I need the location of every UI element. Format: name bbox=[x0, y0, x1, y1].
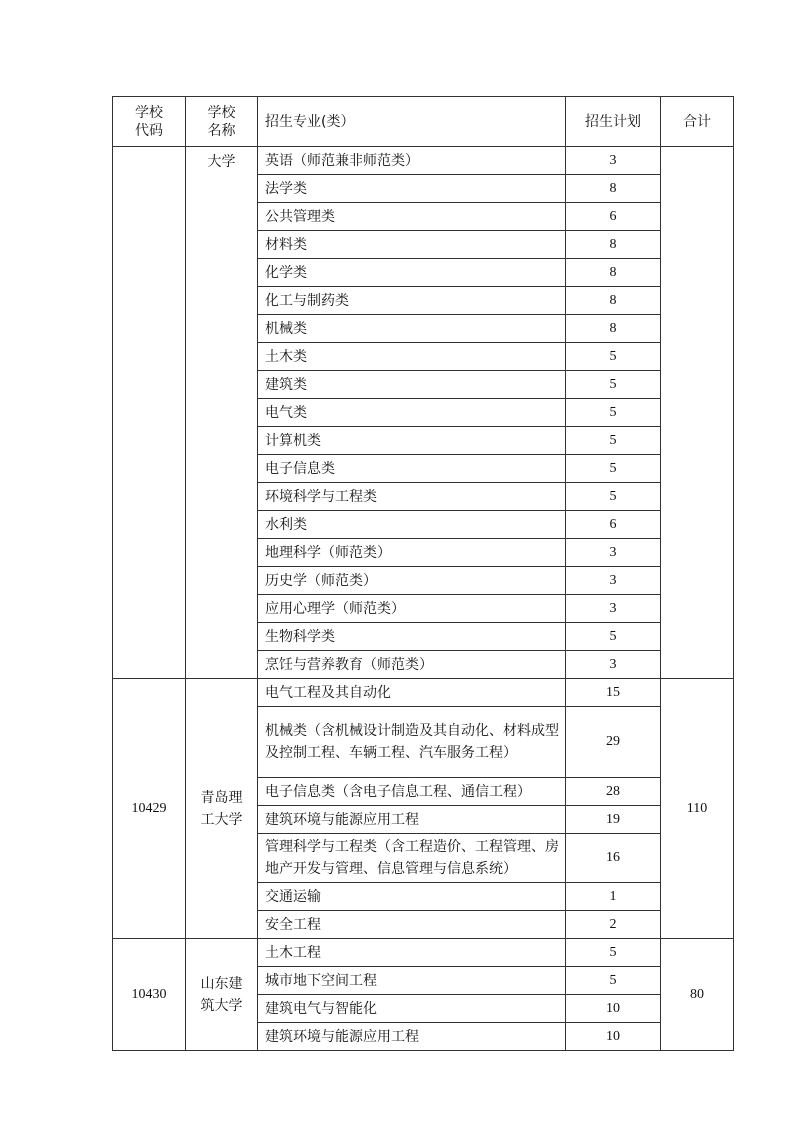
header-school-name: 学校 名称 bbox=[186, 97, 258, 147]
plan-cell: 15 bbox=[566, 679, 661, 707]
major-cell: 烹饪与营养教育（师范类） bbox=[258, 651, 566, 679]
plan-cell: 3 bbox=[566, 147, 661, 175]
school-code-cell: 10430 bbox=[113, 939, 186, 1051]
plan-cell: 29 bbox=[566, 707, 661, 778]
school-name-cell: 大学 bbox=[186, 147, 258, 679]
major-cell: 化学类 bbox=[258, 259, 566, 287]
plan-cell: 5 bbox=[566, 427, 661, 455]
plan-cell: 8 bbox=[566, 259, 661, 287]
major-cell: 材料类 bbox=[258, 231, 566, 259]
plan-cell: 8 bbox=[566, 175, 661, 203]
plan-cell: 28 bbox=[566, 778, 661, 806]
plan-cell: 5 bbox=[566, 371, 661, 399]
major-cell: 交通运输 bbox=[258, 883, 566, 911]
major-cell: 安全工程 bbox=[258, 911, 566, 939]
plan-cell: 8 bbox=[566, 287, 661, 315]
table-row bbox=[113, 147, 734, 175]
major-cell: 应用心理学（师范类） bbox=[258, 595, 566, 623]
major-cell: 电子信息类 bbox=[258, 455, 566, 483]
major-cell: 电气类 bbox=[258, 399, 566, 427]
major-cell: 土木工程 bbox=[258, 939, 566, 967]
major-cell: 法学类 bbox=[258, 175, 566, 203]
total-cell: 110 bbox=[661, 679, 734, 939]
plan-cell: 3 bbox=[566, 651, 661, 679]
plan-cell: 5 bbox=[566, 399, 661, 427]
major-cell: 地理科学（师范类） bbox=[258, 539, 566, 567]
plan-cell: 6 bbox=[566, 203, 661, 231]
header-major: 招生专业(类） bbox=[258, 97, 566, 147]
table-row bbox=[113, 679, 734, 707]
plan-cell: 10 bbox=[566, 995, 661, 1023]
plan-cell: 8 bbox=[566, 315, 661, 343]
table-row bbox=[113, 939, 734, 967]
header-plan: 招生计划 bbox=[566, 97, 661, 147]
major-cell: 建筑环境与能源应用工程 bbox=[258, 1023, 566, 1051]
major-cell: 建筑类 bbox=[258, 371, 566, 399]
major-cell: 历史学（师范类） bbox=[258, 567, 566, 595]
major-cell: 环境科学与工程类 bbox=[258, 483, 566, 511]
major-cell: 英语（师范兼非师范类） bbox=[258, 147, 566, 175]
major-cell: 建筑环境与能源应用工程 bbox=[258, 806, 566, 834]
major-cell: 公共管理类 bbox=[258, 203, 566, 231]
plan-cell: 5 bbox=[566, 483, 661, 511]
header-total: 合计 bbox=[661, 97, 734, 147]
major-cell: 建筑电气与智能化 bbox=[258, 995, 566, 1023]
plan-cell: 16 bbox=[566, 834, 661, 883]
major-cell: 机械类（含机械设计制造及其自动化、材料成型及控制工程、车辆工程、汽车服务工程） bbox=[258, 707, 566, 778]
plan-cell: 2 bbox=[566, 911, 661, 939]
header-school-code: 学校 代码 bbox=[113, 97, 186, 147]
total-cell bbox=[661, 147, 734, 679]
plan-cell: 10 bbox=[566, 1023, 661, 1051]
header-row bbox=[113, 97, 734, 147]
plan-cell: 5 bbox=[566, 623, 661, 651]
plan-cell: 5 bbox=[566, 939, 661, 967]
major-cell: 城市地下空间工程 bbox=[258, 967, 566, 995]
plan-cell: 3 bbox=[566, 539, 661, 567]
major-cell: 化工与制药类 bbox=[258, 287, 566, 315]
plan-cell: 5 bbox=[566, 455, 661, 483]
school-name-cell: 山东建 筑大学 bbox=[186, 939, 258, 1051]
plan-cell: 3 bbox=[566, 567, 661, 595]
plan-cell: 8 bbox=[566, 231, 661, 259]
major-cell: 电气工程及其自动化 bbox=[258, 679, 566, 707]
plan-cell: 19 bbox=[566, 806, 661, 834]
plan-cell: 5 bbox=[566, 343, 661, 371]
plan-cell: 5 bbox=[566, 967, 661, 995]
major-cell: 土木类 bbox=[258, 343, 566, 371]
school-code-cell bbox=[113, 147, 186, 679]
plan-cell: 6 bbox=[566, 511, 661, 539]
major-cell: 水利类 bbox=[258, 511, 566, 539]
total-cell: 80 bbox=[661, 939, 734, 1051]
major-cell: 计算机类 bbox=[258, 427, 566, 455]
school-code-cell: 10429 bbox=[113, 679, 186, 939]
plan-cell: 3 bbox=[566, 595, 661, 623]
major-cell: 电子信息类（含电子信息工程、通信工程） bbox=[258, 778, 566, 806]
major-cell: 生物科学类 bbox=[258, 623, 566, 651]
enrollment-table bbox=[112, 96, 734, 1051]
plan-cell: 1 bbox=[566, 883, 661, 911]
major-cell: 机械类 bbox=[258, 315, 566, 343]
major-cell: 管理科学与工程类（含工程造价、工程管理、房地产开发与管理、信息管理与信息系统） bbox=[258, 834, 566, 883]
school-name-cell: 青岛理 工大学 bbox=[186, 679, 258, 939]
